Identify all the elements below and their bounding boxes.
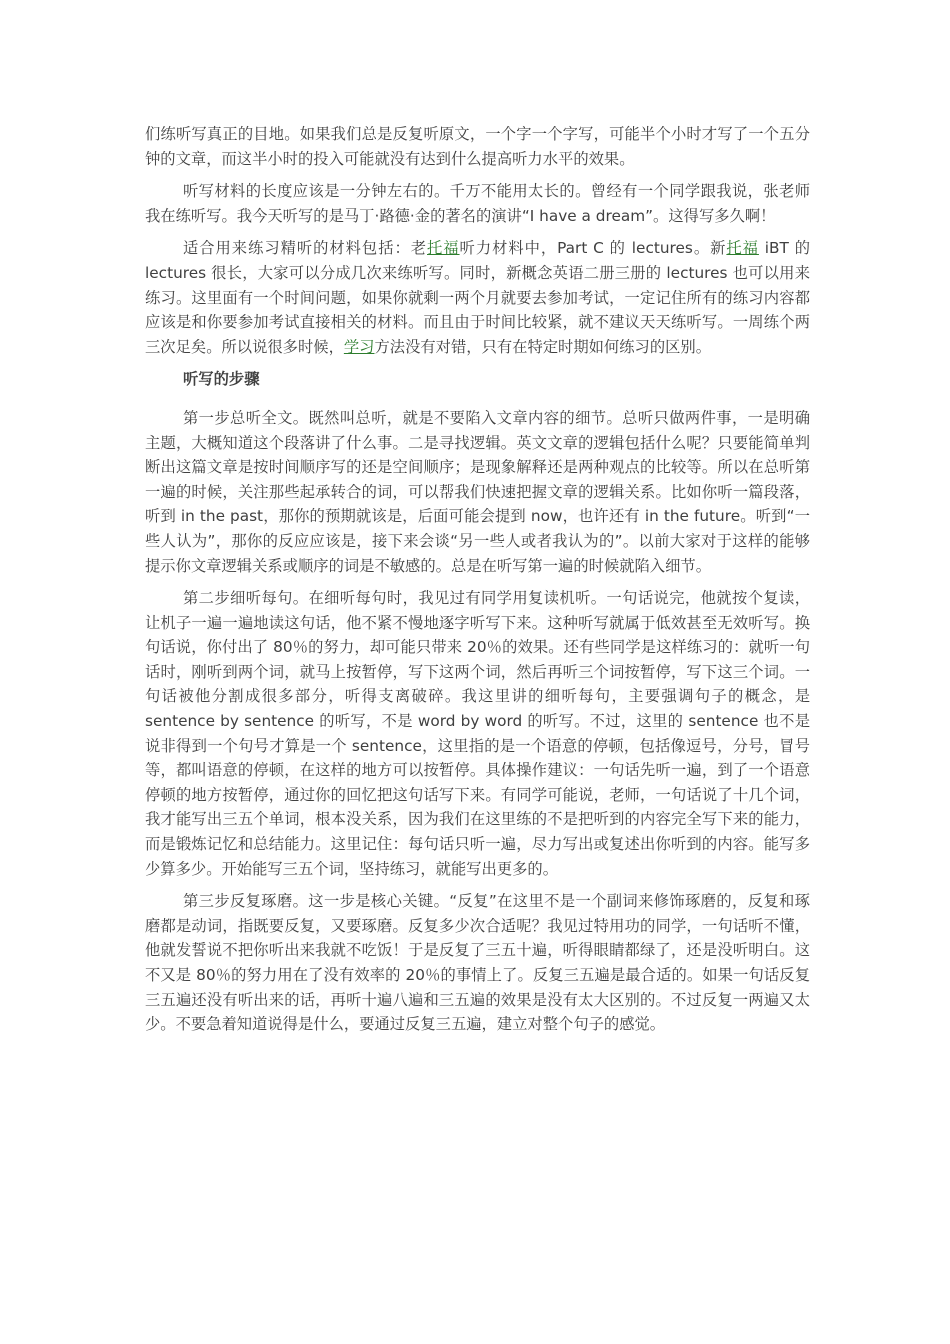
paragraph-text: 方法没有对错，只有在特定时期如何练习的区别。 xyxy=(374,337,712,356)
toefl-link[interactable]: 托福 xyxy=(726,239,759,258)
paragraph-text: 听力材料中，Part C 的 lectures。新 xyxy=(459,239,727,258)
paragraph: 第一步总听全文。既然叫总听，就是不要陷入文章内容的细节。总听只做两件事，一是明确主题，大概知道这个段落讲了什么事。二是寻找逻辑。英文文章的逻辑包括什么呢？只要能简单判断出这篇文章是按时间顺序写的还是空间顺序；是现象解释还是两种观点的比较等。所以在总听第一遍的时候，关注那些起承转合的词，可以帮我们快速把握文章的逻辑关系。比如你听一篇段落，听到 in the past，那你的预期就该是，后面可能会提到 now，也许还有 in the future。听到“一些人认为”，那你的反应应该是，接下来会谈“另一些人或者我认为的”。以前大家对于这样的能够提示你文章逻辑关系或顺序的词是不敏感的。总是在听写第一遍的时候就陷入细节。 xyxy=(145,408,810,575)
paragraph xyxy=(145,236,810,359)
paragraph: 听写材料的长度应该是一分钟左右的。千万不能用太长的。曾经有一个同学跟我说，张老师我在练听写。我今天听写的是马丁·路德·金的著名的演讲“I have a dream”。这得写多久啊！ xyxy=(145,182,810,225)
toefl-link[interactable]: 托福 xyxy=(427,239,460,258)
paragraph: 第三步反复琢磨。这一步是核心关键。“反复”在这里不是一个副词来修饰琢磨的，反复和琢磨都是动词，指既要反复，又要琢磨。反复多少次合适呢？我见过特用功的同学，一句话听不懂，他就发誓说不把你听出来我就不吃饭！于是反复了三五十遍，听得眼睛都绿了，还是没听明白。这不又是 80％的努力用在了没有效率的 20％的事情上了。反复三五遍是最合适的。如果一句话反复三五遍还没有听出来的话，再听十遍八遍和三五遍的效果是没有太大区别的。不过反复一两遍又太少。不要急着知道说得是什么，要通过反复三五遍，建立对整个句子的感觉。 xyxy=(145,892,810,1034)
paragraph: 第二步细听每句。在细听每句时，我见过有同学用复读机听。一句话说完，他就按个复读，让机子一遍一遍地读这句话，他不紧不慢地逐字听写下来。这种听写就属于低效甚至无效听写。换句话说，你付出了 80％的努力，却可能只带来 20％的效果。还有些同学是这样练习的：就听一句话时，刚听到两个词，就马上按暂停，写下这两个词，然后再听三个词按暂停，写下这三个词。一句话被他分割成很多部分，听得支离破碎。我这里讲的细听每句，主要强调句子的概念，是 sentence by sentence 的听写，不是 word by word 的听写。不过，这里的 sentence 也不是说非得到一个句号才算是一个 sentence，这里指的是一个语意的停顿，包括像逗号，分号，冒号等，都叫语意的停顿，在这样的地方可以按暂停。具体操作建议：一句话先听一遍，到了一个语意停顿的地方按暂停，通过你的回忆把这句话写下来。有同学可能说，老师，一句话说了十几个词，我才能写出三五个单词，根本没关系，因为我们在这里练的不是把听到的内容完全写下来的能力，而是锻炼记忆和总结能力。这里记住：每句话只听一遍，尽力写出或复述出你听到的内容。能写多少算多少。开始能写三五个词，坚持练习，就能写出更多的。 xyxy=(145,589,810,878)
paragraph: 们练听写真正的目地。如果我们总是反复听原文，一个字一个字写，可能半个小时才写了一个五分钟的文章，而这半小时的投入可能就没有达到什么提高听力水平的效果。 xyxy=(145,125,810,168)
study-link[interactable]: 学习 xyxy=(343,337,375,356)
paragraph-text: 适合用来练习精听的材料包括：老 xyxy=(183,239,427,258)
paragraph-text: iBT 的 lectures 很长，大家可以分成几次来练听写。同时，新概念英语二册三册的 lectures 也可以用来练习。这里面有一个时间问题，如果你就剩一两个月就要去参加考试，一定记住所有的练习内容都应该是和你要参加考试直接相关的材料。而且由于时间比较紧，就不建议天天练听写。一周练个两三次足矣。所以说很多时候， xyxy=(145,239,810,356)
document-body xyxy=(145,122,810,1045)
section-heading: 听写的步骤 xyxy=(183,370,260,389)
